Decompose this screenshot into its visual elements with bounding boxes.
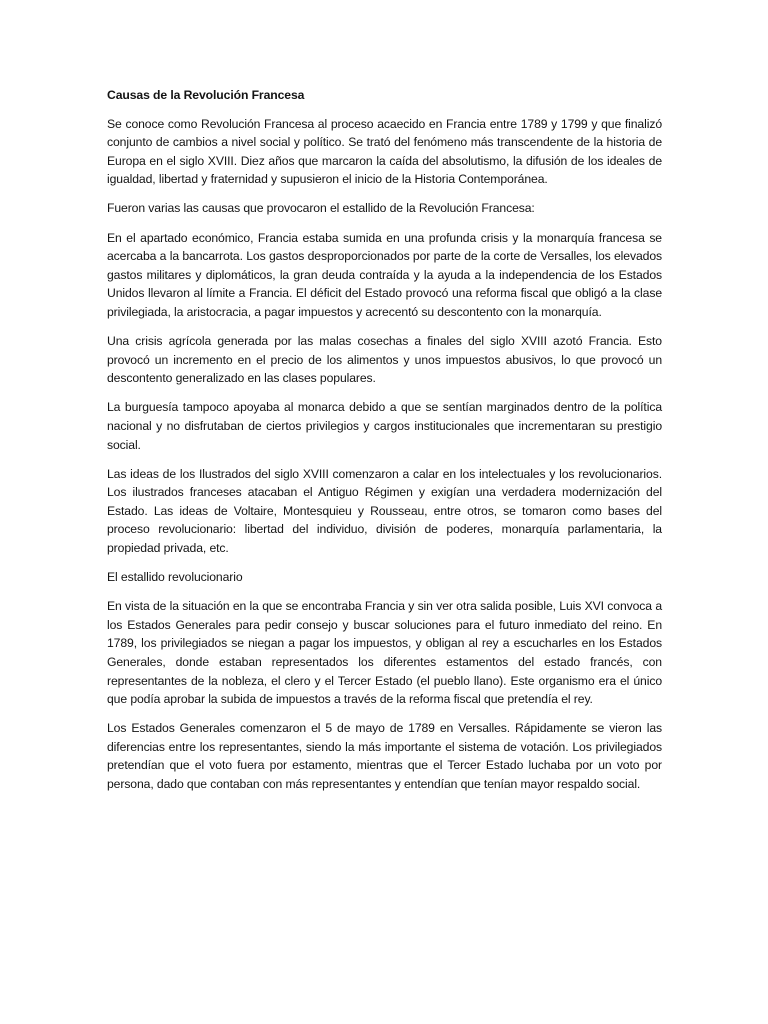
paragraph-enlightenment-cause: Las ideas de los Ilustrados del siglo XVIII comenzaron a calar en los intelectuales y los revolucionarios. Los ilustrados franceses atacaban el Antiguo Régimen y exigían una verdadera modernización del Estado. Las ideas de Voltaire, Montesquieu y Rousseau, entre otros, se tomaron como bases del proceso revolucionario: libertad del individuo, división de poderes, monarquía parlamentaria, la propiedad privada, etc. xyxy=(107,466,662,555)
paragraph-estates-convocation: En vista de la situación en la que se encontraba Francia y sin ver otra salida posible, Luis XVI convoca a los Estados Generales para pedir consejo y buscar soluciones para el futuro inmediato del reino. En 1789, los privilegiados se niegan a pagar los impuestos, y obligan al rey a escucharles en los Estados Generales, donde estaban representados los diferentes estamentos del estado francés, con representantes de la nobleza, el clero y el Tercer Estado (el pueblo llano). Este organismo era el único que podía aprobar la subida de impuestos a través de la reforma fiscal que pretendía el rey. xyxy=(107,599,662,707)
paragraph-causes-lead: Fueron varias las causas que provocaron el estallido de la Revolución Francesa: xyxy=(107,201,535,216)
document-page xyxy=(107,86,662,804)
section-heading: El estallido revolucionario xyxy=(107,570,243,585)
paragraph-intro: Se conoce como Revolución Francesa al proceso acaecido en Francia entre 1789 y 1799 y que finalizó conjunto de cambios a nivel social y político. Se trató del fenómeno más transcendente de la historia de Europa en el siglo XVIII. Diez años que marcaron la caída del absolutismo, la difusión de los ideales de igualdad, libertad y fraternidad y supusieron el inicio de la Historia Contemporánea. xyxy=(107,116,662,187)
paragraph-estates-general: Los Estados Generales comenzaron el 5 de mayo de 1789 en Versalles. Rápidamente se vieron las diferencias entre los representantes, siendo la más importante el sistema de votación. Los privilegiados pretendían que el voto fuera por estamento, mientras que el Tercer Estado luchaba por un voto por persona, dado que contaban con más representantes y entendían que tenían mayor respaldo social. xyxy=(107,721,662,791)
paragraph-agricultural-cause: Una crisis agrícola generada por las malas cosechas a finales del siglo XVIII azotó Francia. Esto provocó un incremento en el precio de los alimentos y unos impuestos abusivos, lo que provocó un descontento generalizado en las clases populares. xyxy=(107,334,662,386)
paragraph-bourgeoisie-cause: La burguesía tampoco apoyaba al monarca debido a que se sentían marginados dentro de la política nacional y no disfrutaban de ciertos privilegios y cargos institucionales que incrementaran su prestigio social. xyxy=(107,400,662,452)
paragraph-economic-cause: En el apartado económico, Francia estaba sumida en una profunda crisis y la monarquía francesa se acercaba a la bancarrota. Los gastos desproporcionados por parte de la corte de Versalles, los elevados gastos militares y diplomáticos, la gran deuda contraída y la ayuda a la independencia de los Estados Unidos llevaron al límite a Francia. El déficit del Estado provocó una reforma fiscal que obligó a la clase privilegiada, la aristocracia, a pagar impuestos y acrecentó su descontento con la monarquía. xyxy=(107,230,662,319)
document-title: Causas de la Revolución Francesa xyxy=(107,88,305,102)
